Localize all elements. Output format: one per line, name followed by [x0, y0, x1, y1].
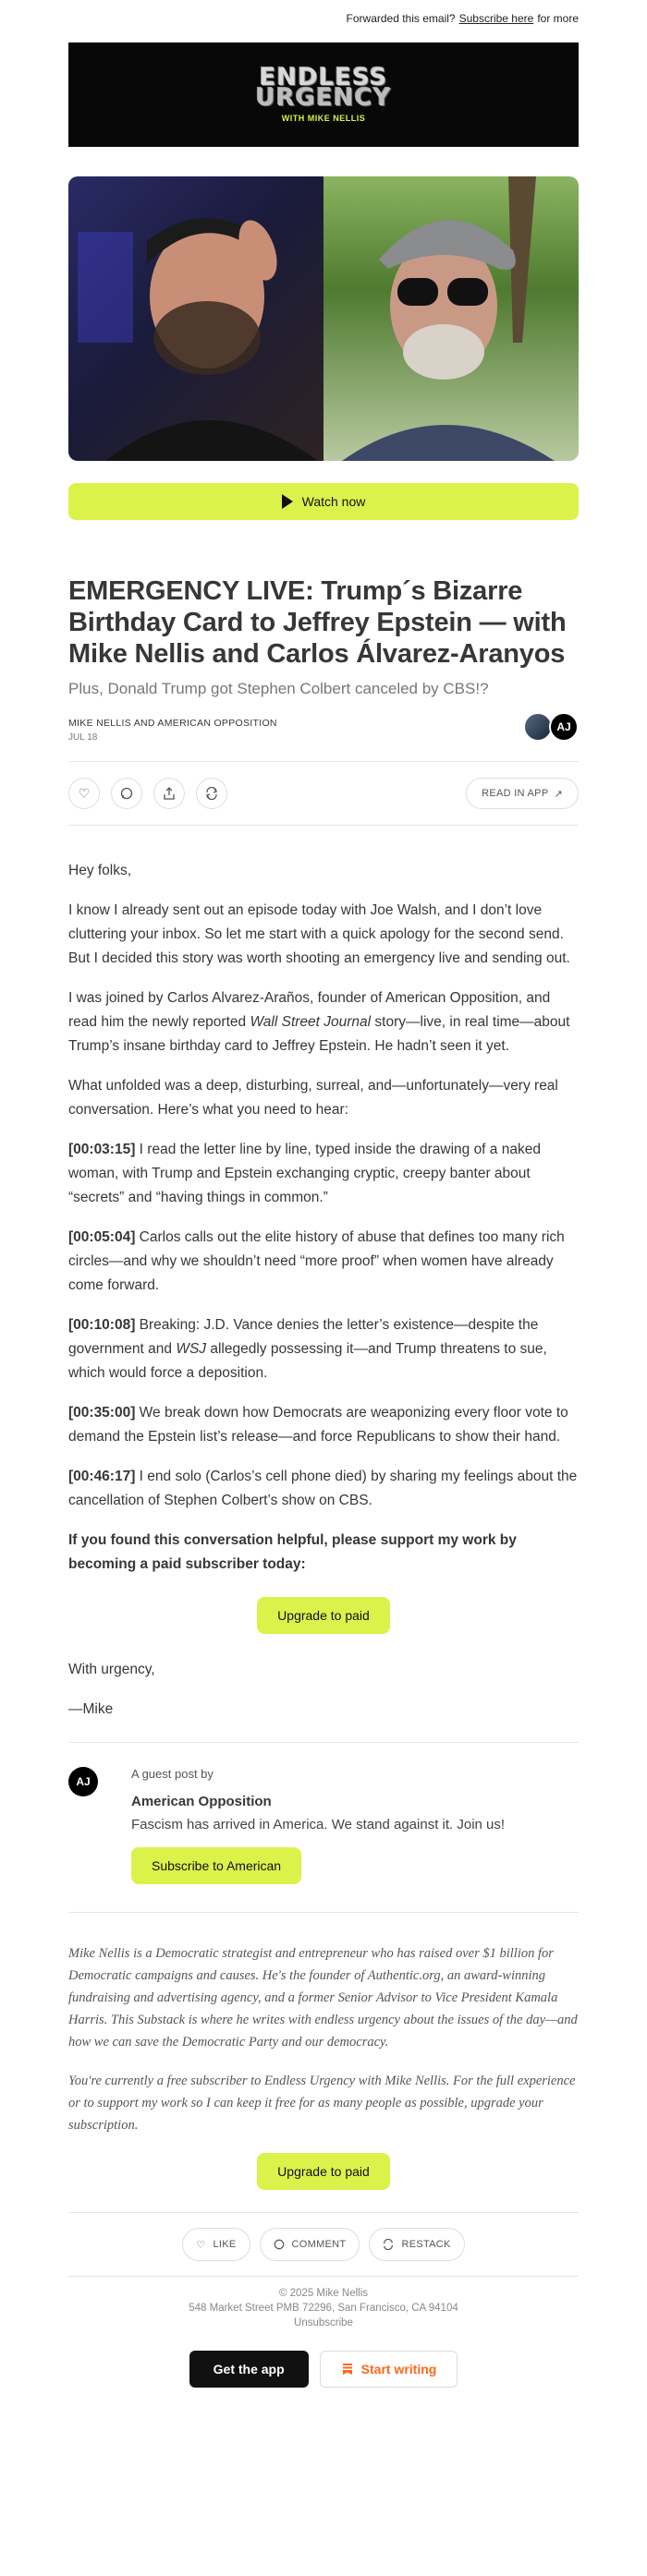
avatar-american-opposition[interactable]: AJ — [549, 712, 579, 742]
guest-publication-description: Fascism has arrived in America. We stand against it. Join us! — [131, 1817, 506, 1832]
paragraph-1: I know I already sent out an episode today with Joe Walsh, and I don’t love cluttering your inbox. So let me start with a quick apology for the second send. But I decided this story was worth shooting an emergency live and sending out. — [68, 902, 570, 966]
footer-restack-label: RESTACK — [401, 2239, 451, 2250]
start-writing-button[interactable] — [320, 2351, 458, 2388]
footer-comment-label: COMMENT — [291, 2239, 347, 2250]
footer-like-label: LIKE — [213, 2239, 237, 2250]
paragraph-2: I was joined by Carlos Alvarez-Araños, founder of American Opposition, and read him the newly reported Wall Street Journal story—live, in real time—about Trump’s insane birthday card to Jeffrey Epstein. He hadn’t seen it yet. — [68, 990, 570, 1054]
forwarded-prefix: Forwarded this email? — [346, 12, 456, 25]
guest-avatar[interactable]: AJ — [68, 1767, 98, 1796]
forwarded-notice — [0, 0, 647, 37]
heart-icon: ♡ — [196, 2239, 206, 2251]
comment-button[interactable] — [111, 778, 142, 809]
paragraph-3: What unfolded was a deep, disturbing, surreal, and—unfortunately—very real conversation. Here’s what you need to hear: — [68, 1078, 558, 1118]
comment-icon — [274, 2239, 285, 2250]
bio-paragraph: Mike Nellis is a Democratic strategist and entrepreneur who has raised over $1 billion for Democratic campaigns and causes. He's the founder of Authentic.org, an award-winning fundraising and advertising agency, and a former Senior Advisor to Vice President Kamala Harris. This Substack is where he writes with endless urgency about the issues of the day—and how we can save the Democratic Party and our democracy. — [68, 1946, 578, 2050]
greeting: Hey folks, — [68, 863, 132, 878]
timestamp-item-4: [00:35:00] We break down how Democrats are weaponizing every floor vote to demand the Epstein list’s release—and force Republicans to show their hand. — [68, 1405, 568, 1445]
timestamp-item-2: [00:05:04] Carlos calls out the elite history of abuse that defines too many rich circles—and why we shouldn’t need “more proof” when women have already come forward. — [68, 1229, 565, 1293]
guest-post-label: A guest post by — [131, 1767, 214, 1781]
watch-now-button[interactable] — [68, 483, 579, 520]
play-icon — [282, 494, 293, 509]
restack-button[interactable] — [196, 778, 227, 809]
author-avatars — [523, 712, 579, 742]
footer-actions — [68, 2212, 579, 2261]
post-authors[interactable]: MIKE NELLIS AND AMERICAN OPPOSITION — [68, 718, 277, 729]
logo-line-2: URGENCY — [255, 83, 392, 112]
subscribe-link[interactable]: Subscribe here — [458, 12, 534, 25]
timestamp-2: [00:05:04] — [68, 1229, 136, 1245]
timestamp-item-5: [00:46:17] I end solo (Carlos’s cell phone died) by sharing my feelings about the cancellation of Stephen Colbert’s show on CBS. — [68, 1469, 578, 1508]
post-date: JUL 18 — [68, 732, 98, 743]
subscribe-to-american-button[interactable]: Subscribe to American — [131, 1847, 301, 1884]
share-icon — [163, 787, 176, 800]
publication-banner[interactable] — [68, 42, 579, 147]
get-the-app-button[interactable]: Get the app — [189, 2351, 309, 2388]
forwarded-suffix: for more — [537, 12, 579, 25]
comment-icon — [120, 787, 133, 800]
footer-info — [68, 2276, 579, 2330]
heart-icon: ♡ — [78, 785, 91, 801]
mailing-address: 548 Market Street PMB 72296, San Francisco, CA 94104 — [189, 2303, 458, 2314]
watch-now-label: Watch now — [301, 494, 366, 509]
video-left-speaker-image — [68, 176, 324, 461]
video-right-speaker-image — [324, 176, 579, 461]
like-button[interactable] — [68, 778, 100, 809]
byline — [68, 712, 579, 743]
footer-comment-button[interactable] — [260, 2228, 360, 2261]
timestamp-5: [00:46:17] — [68, 1469, 136, 1484]
timestamp-item-1: [00:03:15] I read the letter line by line, typed inside the drawing of a naked woman, with Trump and Epstein exchanging cryptic, creepy banter about “secrets” and “having things in common.” — [68, 1142, 541, 1205]
signoff-line-1: With urgency, — [68, 1662, 155, 1677]
bio-upgrade-cta — [68, 2153, 579, 2190]
timestamp-item-3: [00:10:08] Breaking: J.D. Vance denies the letter’s existence—despite the government and WSJ allegedly possessing it—and Trump threatens to sue, which would force a deposition. — [68, 1317, 547, 1381]
left-speaker-illustration — [68, 176, 324, 461]
start-writing-label: Start writing — [360, 2362, 437, 2376]
unsubscribe-link[interactable]: Unsubscribe — [294, 2317, 353, 2328]
logo-subline: WITH MIKE NELLIS — [281, 113, 366, 123]
support-callout: If you found this conversation helpful, please support my work by becoming a paid subscriber today: — [68, 1532, 517, 1572]
upgrade-cta — [68, 1597, 579, 1634]
timestamp-4: [00:35:00] — [68, 1405, 136, 1421]
share-button[interactable] — [153, 778, 185, 809]
logo-line-1: ENDLESS — [259, 63, 388, 91]
post-subtitle: Plus, Donald Trump got Stephen Colbert canceled by CBS!? — [68, 680, 489, 697]
restack-icon — [383, 2239, 394, 2250]
substack-logo-icon — [341, 2363, 354, 2376]
upgrade-to-paid-button[interactable]: Upgrade to paid — [257, 1597, 390, 1634]
footer-restack-button[interactable] — [369, 2228, 464, 2261]
post-body — [68, 859, 579, 1722]
right-speaker-illustration — [324, 176, 579, 461]
signoff-line-2: —Mike — [68, 1701, 114, 1717]
author-bio — [68, 1942, 579, 2136]
restack-icon — [205, 787, 218, 800]
read-in-app-button[interactable] — [466, 778, 579, 809]
post-title[interactable]: EMERGENCY LIVE: Trump´s Bizarre Birthday Card to Jeffrey Epstein — with Mike Nellis and Carlos Álvarez-Aranyos — [68, 576, 567, 669]
timestamp-3: [00:10:08] — [68, 1317, 136, 1333]
app-buttons — [68, 2351, 579, 2388]
arrow-up-right-icon: ↗ — [554, 788, 563, 800]
copyright: © 2025 Mike Nellis — [278, 2288, 369, 2299]
guest-publication-name[interactable]: American Opposition — [131, 1794, 272, 1809]
timestamp-1: [00:03:15] — [68, 1142, 136, 1157]
guest-post-box — [68, 1742, 579, 1913]
footer-like-button[interactable] — [182, 2228, 250, 2261]
post-actions-bar — [68, 761, 579, 826]
bio-upgrade-to-paid-button[interactable]: Upgrade to paid — [257, 2153, 390, 2190]
video-thumbnail[interactable] — [68, 176, 579, 461]
free-subscriber-notice: You're currently a free subscriber to Endless Urgency with Mike Nellis. For the full experience or to support my work so I can keep it free for as many people as possible, upgrade your subscription. — [68, 2074, 576, 2133]
read-in-app-label: READ IN APP — [482, 788, 549, 799]
